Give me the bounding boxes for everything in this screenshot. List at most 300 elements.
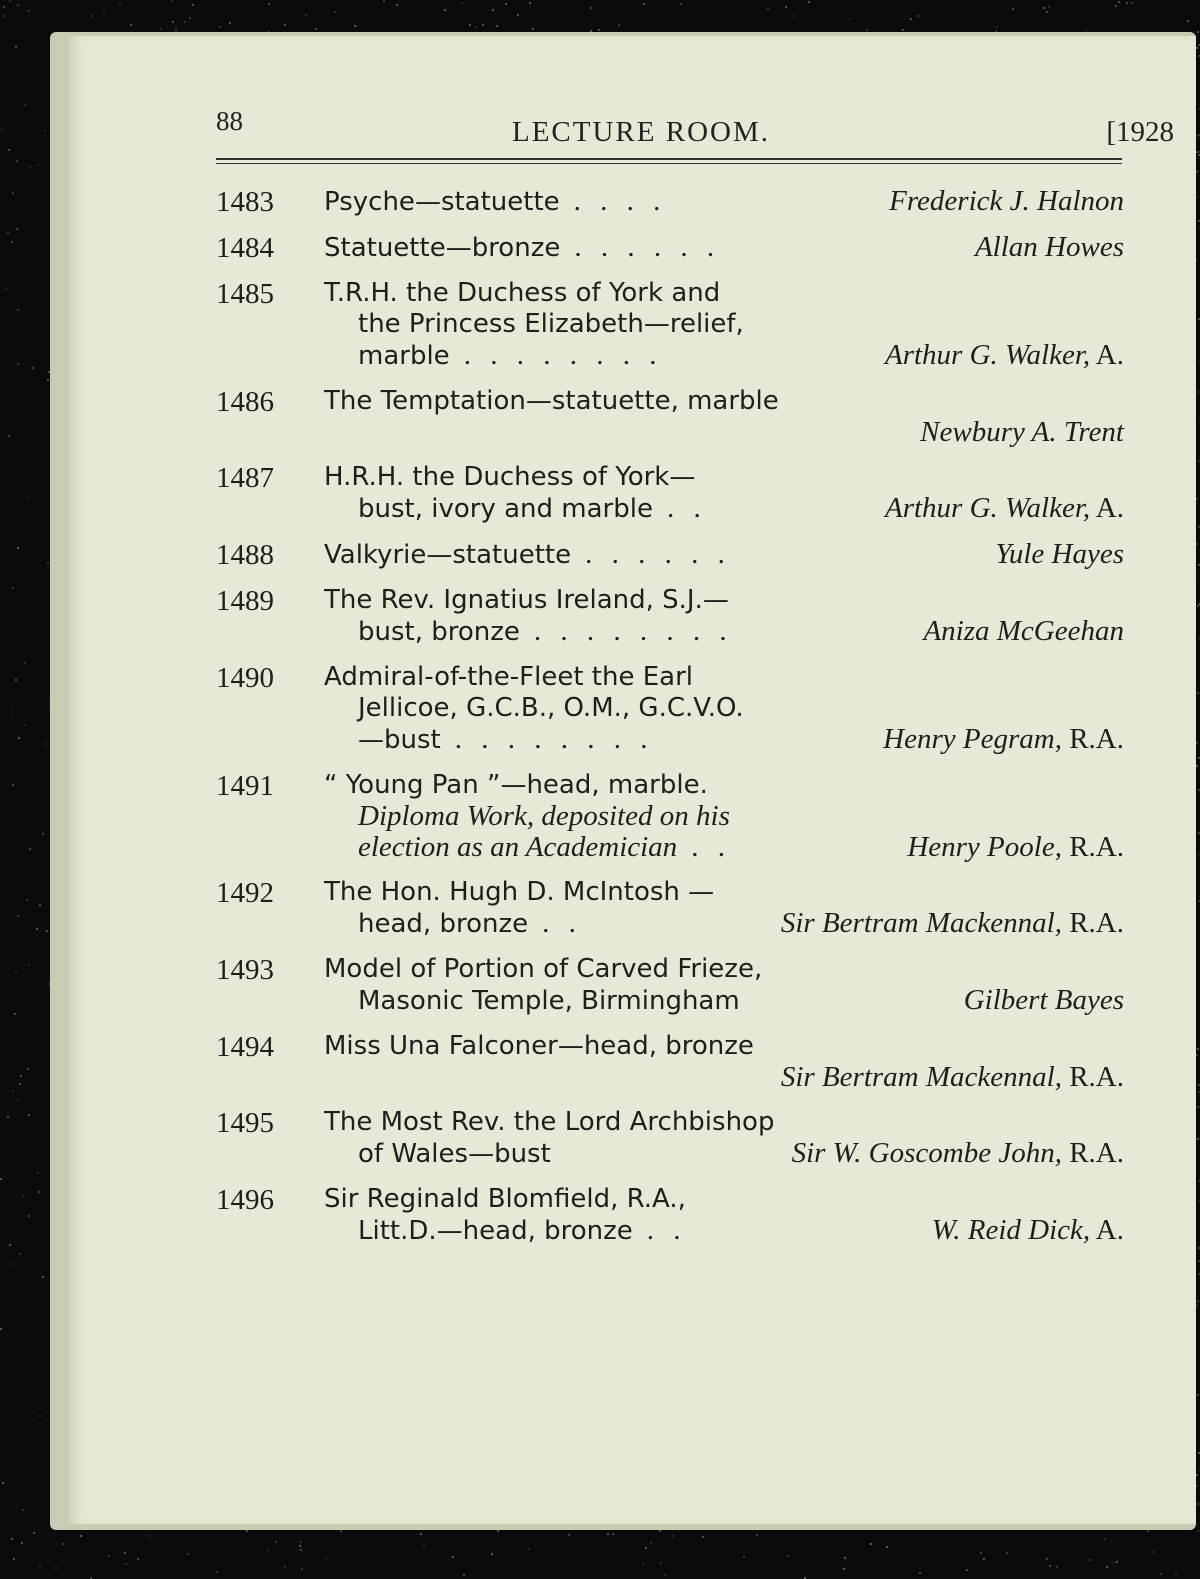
background-speck: [160, 28, 162, 30]
background-speck: [39, 1565, 41, 1567]
background-speck: [24, 724, 26, 726]
background-speck: [11, 711, 13, 713]
entry-title: “ Young Pan ”: [324, 770, 501, 800]
artist-suffix: R.A.: [1061, 1137, 1124, 1169]
entry-artist: Arthur G. Walker,: [885, 339, 1091, 371]
leader-dots: . . . .: [573, 185, 667, 217]
background-speck: [17, 915, 19, 917]
entry-number: 1485: [216, 278, 274, 310]
entry-title: Sir Reginald Blomfield, R.A.,: [324, 1184, 686, 1214]
background-speck: [27, 1068, 29, 1070]
running-header: [216, 106, 1174, 156]
artist-suffix: A.: [1090, 492, 1124, 524]
entry-artist: Sir W. Goscombe John,: [791, 1137, 1062, 1169]
entry-medium: —statuette: [414, 187, 560, 217]
page-content: [216, 106, 1174, 1261]
entry-artist: Henry Poole,: [907, 831, 1062, 863]
background-speck: [420, 1533, 422, 1535]
background-speck: [12, 1090, 14, 1092]
background-speck: [1197, 31, 1199, 33]
background-speck: [1197, 1106, 1199, 1108]
background-speck: [618, 24, 620, 26]
background-speck: [305, 14, 307, 16]
catalogue-entry: [216, 770, 1174, 863]
background-speck: [119, 2, 121, 4]
background-speck: [33, 1532, 35, 1534]
background-speck: [1196, 742, 1198, 744]
background-speck: [1196, 1485, 1198, 1487]
background-speck: [1197, 391, 1199, 393]
background-speck: [463, 1574, 465, 1576]
background-speck: [19, 1083, 21, 1085]
background-speck: [1197, 135, 1199, 137]
background-speck: [452, 1556, 454, 1558]
background-speck: [37, 164, 39, 166]
background-speck: [505, 3, 507, 5]
background-speck: [39, 904, 41, 906]
background-speck: [767, 8, 769, 10]
entry-medium: —statuette: [426, 540, 572, 570]
entry-number: 1496: [216, 1184, 274, 1216]
background-speck: [787, 1555, 789, 1557]
catalogue-entry: [216, 462, 1174, 525]
background-speck: [171, 0, 173, 2]
background-speck: [15, 679, 17, 681]
entry-title: Admiral-of-the-Fleet the Earl: [324, 662, 694, 692]
background-speck: [47, 379, 49, 381]
background-speck: [8, 435, 10, 437]
entry-artist: Henry Pegram,: [883, 723, 1062, 755]
leader-dots: . .: [542, 907, 582, 939]
background-speck: [22, 1195, 24, 1197]
background-speck: [192, 4, 194, 6]
entry-title: The Rev. Ignatius Ireland, S.J.—: [324, 585, 729, 615]
background-speck: [1160, 1573, 1162, 1575]
entry-medium: bust, ivory and marble: [358, 494, 653, 524]
background-speck: [1, 129, 3, 131]
entry-number: 1489: [216, 585, 274, 617]
background-speck: [28, 1114, 30, 1116]
entry-title-continued: Masonic Temple, Birmingham: [358, 986, 740, 1016]
catalogue-entry: [216, 877, 1174, 940]
background-speck: [1046, 1558, 1048, 1560]
entry-number: 1491: [216, 770, 274, 802]
background-speck: [216, 1571, 218, 1573]
background-speck: [17, 1099, 19, 1101]
background-speck: [1113, 1562, 1115, 1564]
background-speck: [39, 1415, 41, 1417]
background-speck: [607, 1533, 609, 1535]
background-speck: [5, 288, 7, 290]
background-speck: [275, 1541, 277, 1543]
background-speck: [42, 1276, 44, 1278]
entry-artist: W. Reid Dick,: [931, 1214, 1091, 1246]
leader-dots: . . . . . .: [585, 538, 731, 570]
background-speck: [645, 1547, 647, 1549]
background-speck: [9, 1244, 11, 1246]
background-speck: [0, 1178, 2, 1180]
background-speck: [3, 6, 5, 8]
background-speck: [650, 1542, 652, 1544]
background-speck: [1106, 1566, 1108, 1568]
background-speck: [702, 1536, 704, 1538]
background-speck: [1196, 151, 1198, 153]
background-speck: [528, 1548, 530, 1550]
leader-dots: . . . . . .: [574, 231, 721, 263]
background-speck: [1118, 1, 1120, 3]
background-speck: [1048, 6, 1050, 8]
background-speck: [1196, 498, 1198, 500]
background-speck: [9, 495, 11, 497]
background-speck: [1115, 5, 1117, 7]
background-speck: [80, 1535, 82, 1537]
entry-title: T.R.H. the Duchess of York and: [324, 278, 721, 308]
entry-medium: —head, marble.: [500, 770, 708, 800]
background-speck: [1126, 2, 1128, 4]
entry-title-continued: the Princess Elizabeth: [358, 309, 644, 339]
leader-dots: . . . . . . . .: [454, 723, 654, 755]
background-speck: [910, 18, 912, 20]
background-speck: [187, 1553, 189, 1555]
catalogue-entry: [216, 386, 1174, 448]
entry-medium: head, bronze: [358, 909, 529, 939]
entry-material: marble: [358, 341, 450, 371]
background-speck: [28, 964, 30, 966]
entry-artist: Sir Bertram Mackennal,: [780, 1061, 1062, 1093]
entry-medium: —bronze: [445, 233, 561, 263]
background-speck: [7, 1116, 9, 1118]
entry-artist: Aniza McGeehan: [923, 615, 1124, 647]
entry-artist: Newbury A. Trent: [920, 416, 1124, 448]
background-speck: [91, 15, 93, 17]
background-speck: [28, 1215, 30, 1217]
artist-suffix: R.A.: [1061, 723, 1124, 755]
background-speck: [1152, 1551, 1154, 1553]
background-speck: [10, 1263, 12, 1265]
background-speck: [1196, 259, 1198, 261]
background-speck: [1089, 1559, 1091, 1561]
entry-title: Model of Portion of Carved Frieze,: [324, 954, 763, 984]
catalogue-entry: [216, 1107, 1174, 1170]
header-year: [1928: [1106, 116, 1174, 148]
entry-title: The Hon. Hugh D. McIntosh —: [324, 877, 715, 907]
background-speck: [1196, 543, 1198, 545]
background-speck: [17, 363, 19, 365]
entry-medium: —bust: [468, 1139, 551, 1169]
entry-note: Diploma Work, deposited on his: [358, 800, 730, 832]
background-speck: [1116, 1561, 1118, 1563]
background-speck: [1196, 765, 1198, 767]
catalogue-entry: [216, 186, 1174, 218]
background-speck: [1197, 1503, 1199, 1505]
background-speck: [517, 14, 519, 16]
background-speck: [300, 1541, 302, 1543]
background-speck: [1197, 605, 1199, 607]
catalogue-entry: [216, 1184, 1174, 1247]
entry-number: 1484: [216, 232, 274, 264]
background-speck: [1175, 1574, 1177, 1576]
background-speck: [1187, 20, 1189, 22]
background-speck: [1197, 575, 1199, 577]
background-speck: [13, 1558, 15, 1560]
background-speck: [980, 1552, 982, 1554]
background-speck: [20, 1075, 22, 1077]
background-speck: [37, 1172, 39, 1174]
background-speck: [29, 166, 31, 168]
background-speck: [11, 241, 13, 243]
entry-title: Valkyrie: [324, 540, 427, 570]
background-speck: [1046, 11, 1048, 13]
background-speck: [659, 1530, 661, 1532]
entry-artist: Sir Bertram Mackennal,: [780, 907, 1062, 939]
background-speck: [849, 18, 851, 20]
entry-title-continued: Jellicoe, G.C.B., O.M., G.C.V.O.: [358, 693, 744, 723]
background-speck: [354, 25, 356, 27]
background-speck: [660, 1562, 662, 1564]
background-speck: [532, 28, 534, 30]
background-speck: [26, 497, 28, 499]
entry-title: Psyche: [324, 187, 415, 217]
background-speck: [1036, 1551, 1038, 1553]
page-number: 88: [216, 106, 243, 136]
book-page: [66, 36, 1196, 1524]
background-speck: [24, 662, 26, 664]
background-speck: [36, 928, 38, 930]
background-speck: [1196, 1474, 1198, 1476]
background-speck: [14, 1013, 16, 1015]
background-speck: [11, 1538, 13, 1540]
background-speck: [1196, 1304, 1198, 1306]
entry-number: 1486: [216, 386, 274, 418]
background-speck: [29, 848, 31, 850]
background-speck: [301, 1568, 303, 1570]
background-speck: [24, 104, 26, 106]
background-speck: [32, 367, 34, 369]
background-speck: [299, 1545, 301, 1547]
background-speck: [919, 1572, 921, 1574]
background-speck: [124, 1552, 126, 1554]
catalogue-entry: [216, 1031, 1174, 1093]
entry-artist: Frederick J. Halnon: [889, 185, 1124, 217]
background-speck: [642, 1563, 644, 1565]
background-speck: [36, 1343, 38, 1345]
background-speck: [3, 15, 5, 17]
catalogue-entry: [216, 662, 1174, 756]
background-speck: [21, 1542, 23, 1544]
background-speck: [866, 29, 868, 31]
entry-title: The Most Rev. the Lord Archbishop: [324, 1107, 775, 1137]
background-speck: [1049, 1565, 1051, 1567]
entry-number: 1495: [216, 1107, 274, 1139]
background-speck: [15, 971, 17, 973]
background-speck: [492, 9, 494, 11]
background-speck: [18, 737, 20, 739]
entry-medium: bust, bronze: [358, 617, 520, 647]
background-speck: [870, 1543, 872, 1545]
background-speck: [1006, 1552, 1008, 1554]
background-speck: [62, 1543, 64, 1545]
background-speck: [47, 562, 49, 564]
background-speck: [22, 1509, 24, 1511]
catalogue-entry: [216, 954, 1174, 1017]
artist-suffix: A.: [1090, 339, 1124, 371]
background-speck: [461, 2, 463, 4]
entry-title: H.R.H. the Duchess of York—: [324, 462, 696, 492]
background-speck: [17, 309, 19, 311]
background-speck: [743, 1556, 745, 1558]
background-speck: [793, 15, 795, 17]
background-speck: [7, 232, 9, 234]
background-speck: [1012, 8, 1014, 10]
background-speck: [444, 9, 446, 11]
entry-number: 1492: [216, 877, 274, 909]
background-speck: [17, 4, 19, 6]
background-speck: [785, 6, 787, 8]
entry-title-continued: Litt.D.: [358, 1216, 437, 1246]
catalogue-entries: [216, 186, 1174, 1247]
background-speck: [491, 1553, 493, 1555]
background-speck: [917, 15, 919, 17]
background-speck: [267, 1549, 269, 1551]
background-speck: [175, 29, 177, 31]
background-speck: [475, 26, 477, 28]
entry-medium: —relief,: [643, 309, 744, 339]
header-rule: [216, 158, 1122, 164]
catalogue-entry: [216, 539, 1174, 571]
background-speck: [189, 17, 191, 19]
background-speck: [28, 10, 30, 12]
background-speck: [103, 12, 105, 14]
background-speck: [325, 1558, 327, 1560]
background-speck: [55, 1567, 57, 1569]
entry-artist: Arthur G. Walker,: [885, 492, 1091, 524]
leader-dots: . . . . . . . .: [533, 615, 733, 647]
background-speck: [125, 1563, 127, 1565]
entry-medium: —bust: [358, 725, 441, 755]
background-speck: [17, 547, 19, 549]
background-speck: [42, 833, 44, 835]
background-speck: [219, 26, 221, 28]
leader-dots: . .: [691, 831, 731, 863]
background-speck: [423, 1545, 425, 1547]
entry-medium: —head, bronze: [557, 1031, 754, 1061]
background-speck: [672, 1535, 674, 1537]
background-speck: [843, 1568, 845, 1570]
background-speck: [1147, 1530, 1149, 1532]
background-speck: [26, 899, 28, 901]
background-speck: [16, 160, 18, 162]
entry-number: 1490: [216, 662, 274, 694]
background-speck: [1197, 1300, 1199, 1302]
background-speck: [148, 1535, 150, 1537]
leader-dots: . .: [666, 492, 707, 524]
background-speck: [300, 1549, 302, 1551]
catalogue-entry: [216, 278, 1174, 372]
background-speck: [590, 7, 592, 9]
entry-artist: Yule Hayes: [995, 538, 1124, 570]
entry-note-continued: election as an Academician: [358, 831, 678, 863]
background-speck: [497, 1530, 499, 1532]
background-speck: [12, 192, 14, 194]
background-speck: [0, 1328, 2, 1330]
background-speck: [246, 1530, 248, 1532]
background-speck: [496, 25, 498, 27]
entry-medium: —statuette, marble: [525, 386, 779, 416]
entry-artist: Gilbert Bayes: [963, 984, 1124, 1016]
artist-suffix: R.A.: [1061, 831, 1124, 863]
background-speck: [396, 4, 398, 6]
background-speck: [1196, 196, 1198, 198]
background-speck: [334, 11, 336, 13]
artist-suffix: R.A.: [1061, 1061, 1124, 1093]
background-speck: [1196, 47, 1198, 49]
entry-title: Miss Una Falconer: [324, 1031, 558, 1061]
entry-number: 1488: [216, 539, 274, 571]
background-speck: [9, 0, 11, 2]
background-speck: [15, 46, 17, 48]
background-speck: [1196, 1054, 1198, 1056]
background-speck: [1197, 1138, 1199, 1140]
background-speck: [844, 1557, 846, 1559]
background-speck: [315, 28, 317, 30]
background-speck: [598, 29, 600, 31]
entry-title-continued: of Wales: [358, 1139, 469, 1169]
background-speck: [2, 1482, 4, 1484]
background-speck: [1043, 7, 1045, 9]
background-speck: [12, 784, 14, 786]
background-speck: [8, 149, 10, 151]
background-speck: [1131, 2, 1133, 4]
entry-number: 1494: [216, 1031, 274, 1063]
background-speck: [46, 930, 48, 932]
catalogue-entry: [216, 232, 1174, 264]
background-speck: [284, 1566, 286, 1568]
entry-number: 1487: [216, 462, 274, 494]
background-speck: [1197, 1394, 1199, 1396]
background-speck: [996, 26, 998, 28]
entry-medium: —head, bronze: [436, 1216, 633, 1246]
background-speck: [229, 22, 231, 24]
background-speck: [1056, 1566, 1058, 1568]
background-speck: [284, 24, 286, 26]
background-speck: [680, 3, 682, 5]
leader-dots: . .: [646, 1214, 687, 1246]
entry-number: 1483: [216, 186, 274, 218]
background-speck: [643, 3, 645, 5]
background-speck: [19, 1253, 21, 1255]
background-speck: [529, 2, 531, 4]
artist-suffix: R.A.: [1061, 907, 1124, 939]
background-speck: [808, 1, 810, 3]
background-speck: [983, 1558, 985, 1560]
background-speck: [108, 1555, 110, 1557]
page-title: LECTURE ROOM.: [512, 116, 770, 148]
background-speck: [44, 130, 46, 132]
background-speck: [568, 1534, 570, 1536]
entry-artist: Allan Howes: [974, 231, 1124, 263]
background-speck: [886, 1546, 888, 1548]
artist-suffix: A.: [1090, 1214, 1124, 1246]
background-speck: [340, 1530, 342, 1532]
background-speck: [1104, 1538, 1106, 1540]
background-speck: [841, 1567, 843, 1569]
entry-number: 1493: [216, 954, 274, 986]
background-speck: [184, 21, 186, 23]
entry-title: Statuette: [324, 233, 446, 263]
background-speck: [482, 24, 484, 26]
background-speck: [172, 21, 174, 23]
background-speck: [12, 587, 14, 589]
